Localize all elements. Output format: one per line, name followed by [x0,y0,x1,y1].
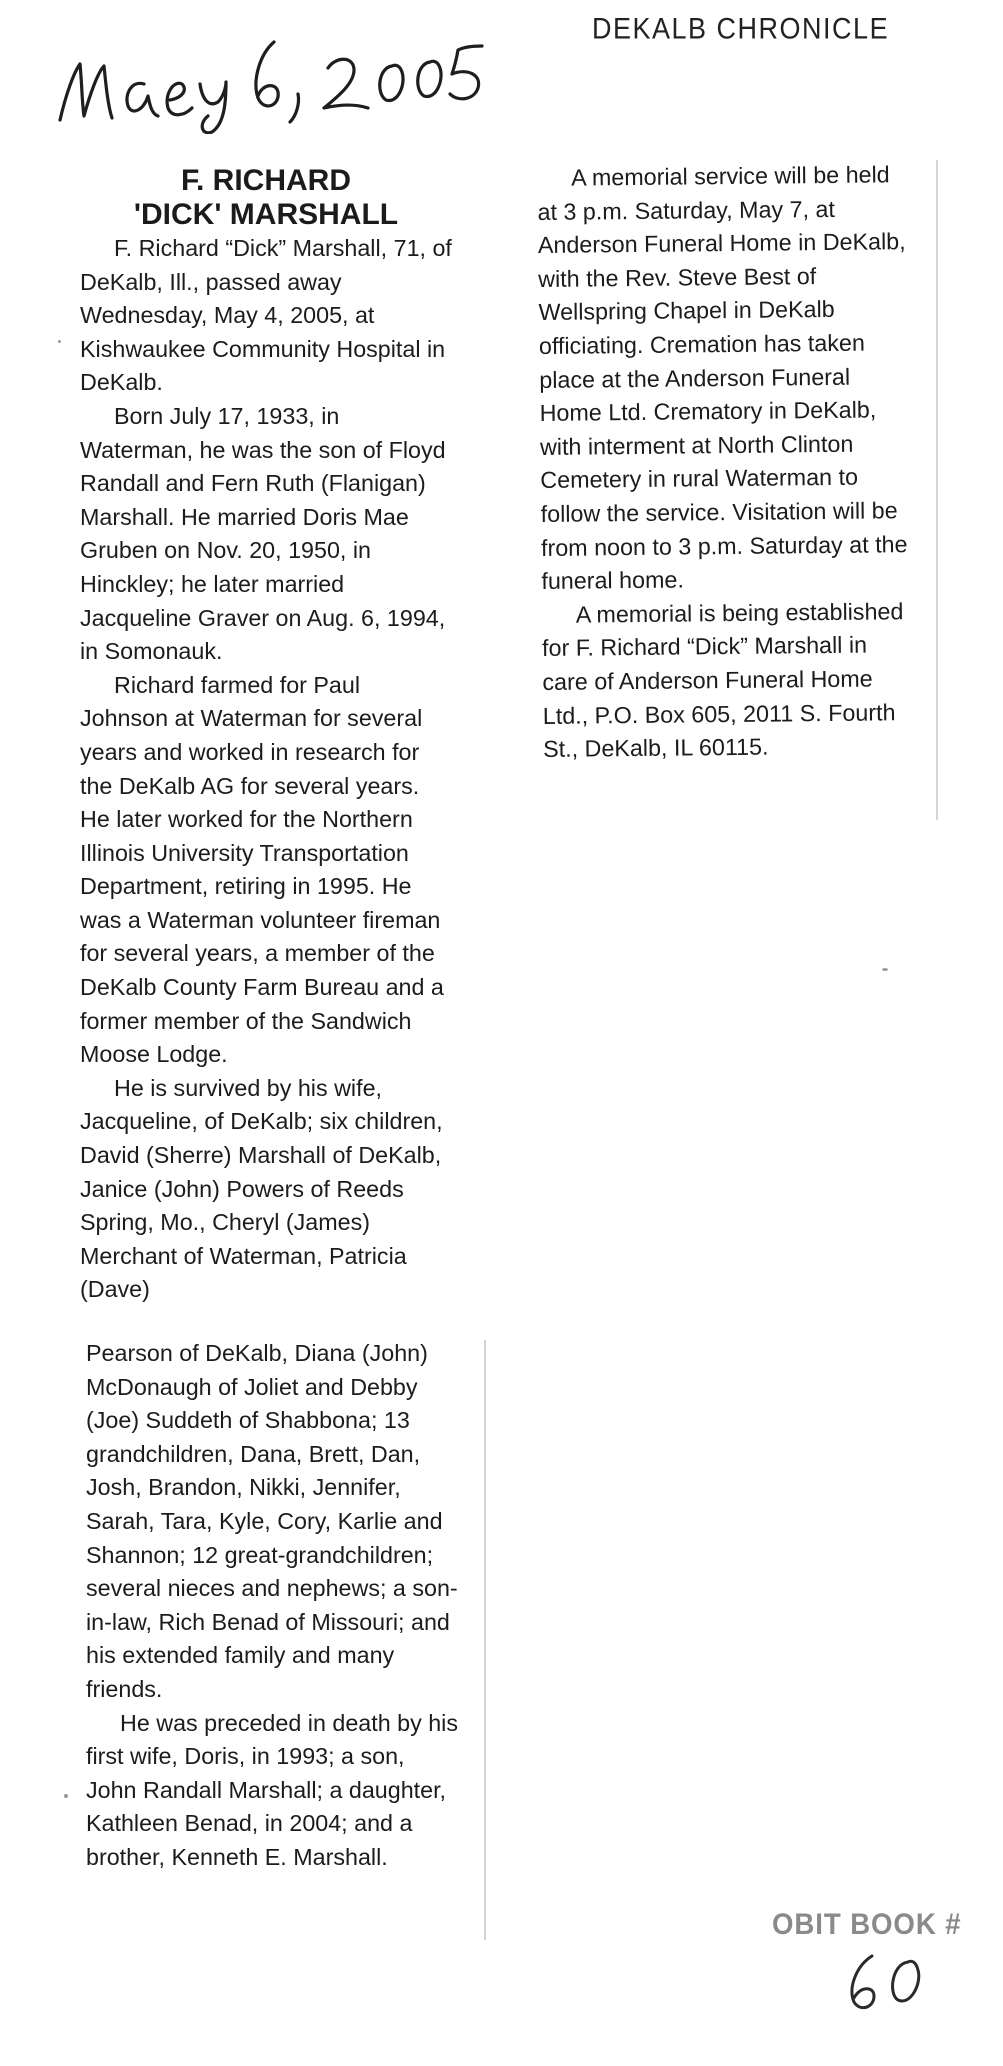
obituary-headline [80,164,452,232]
headline-line-1: F. RICHARD [181,164,351,197]
obituary-column-right [537,158,915,767]
obituary-column-left-continued [86,1337,458,1875]
handwritten-date-ink [52,24,492,134]
paragraph: F. Richard “Dick” Marshall, 71, of DeKalb, Ill., passed away Wednesday, May 4, 2005, at Kishwaukee Community Hospital in DeKalb. [80,235,452,396]
headline-line-2: 'DICK' MARSHALL [133,198,399,231]
scan-speck [64,1794,68,1798]
paragraph: Pearson of DeKalb, Diana (John) McDonaugh of Joliet and Debby (Joe) Suddeth of Shabbona; 13 grandchildren, Dana, Brett, Dan, Josh, Brandon, Nikki, Jennifer, Sarah, Tara, Kyle, Cory, Karlie and Shannon; 12 great-grandchildren; several nieces and nephews; a son-in-law, Rich Benad of Missouri; and his extended family and many friends. [86,1340,458,1702]
masthead: DEKALB CHRONICLE [592,12,890,46]
clipping-edge [936,160,938,820]
obit-book-number [830,1948,940,2018]
paragraph: He is survived by his wife, Jacqueline, of DeKalb; six children, David (Sherre) Marshall of DeKalb, Janice (John) Powers of Reeds Spring, Mo., Cheryl (James) Merchant of Waterman, Patricia (Dave) [80,1074,443,1303]
obit-book-stamp: OBIT BOOK # [772,1908,962,1941]
obit-book-number-ink [830,1948,940,2018]
scan-speck [58,340,61,343]
clipping-edge [484,1340,486,1940]
scan-speck [882,968,888,971]
paragraph: Born July 17, 1933, in Waterman, he was the son of Floyd Randall and Fern Ruth (Flanigan) Marshall. He married Doris Mae Gruben on Nov. 20, 1950, in Hinckley; he later married Jacqueline Graver on Aug. 6, 1994, in Somonauk. [80,402,446,665]
paragraph: Richard farmed for Paul Johnson at Waterman for several years and worked in research for the DeKalb AG for several years. He later worked for the Northern Illinois University Transportation Department, retiring in 1995. He was a Waterman volunteer fireman for several years, a member of the DeKalb County Farm Bureau and a former member of the Sandwich Moose Lodge. [80,671,444,1068]
paragraph: He was preceded in death by his first wife, Doris, in 1993; a son, John Randall Marshall; a daughter, Kathleen Benad, in 2004; and a brother, Kenneth E. Marshall. [86,1709,459,1870]
paragraph: A memorial service will be held at 3 p.m. Saturday, May 7, at Anderson Funeral Home in DeKalb, with the Rev. Steve Best of Wellspring Chapel in DeKalb officiating. Cremation has taken place at the Anderson Funeral Home Ltd. Crematory in DeKalb, with interment at North Clinton Cemetery in rural Waterman to follow the service. Visitation will be from noon to 3 p.m. Saturday at the funeral home. [537,161,908,595]
paragraph: A memorial is being established for F. Richard “Dick” Marshall in care of Anderson Funeral Home Ltd., P.O. Box 605, 2011 S. Fourth St., DeKalb, IL 60115. [541,597,904,763]
handwritten-date [52,24,492,134]
obituary-column-left [80,232,452,1307]
